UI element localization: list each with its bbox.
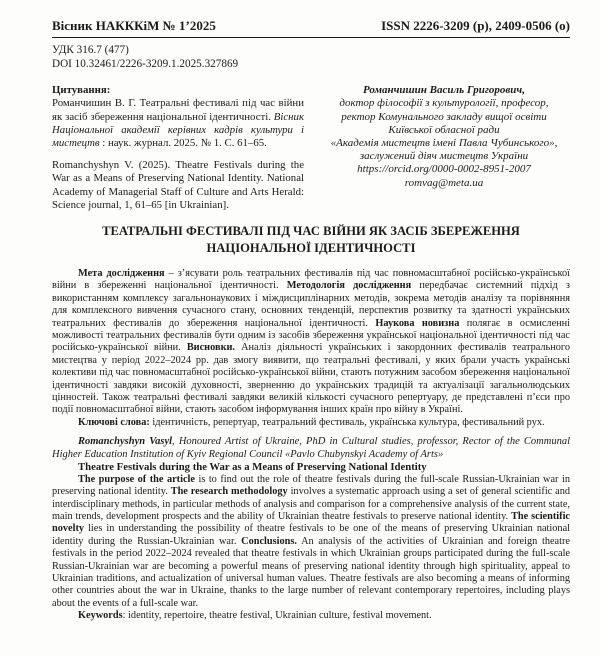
citation-english: Romanchyshyn V. (2025). Theatre Festivals during the War as a Means of Preserving National Identity. National Academy of Managerial Staff of Culture and Arts Herald: Science journal, 1, 61–65 [in Ukrainian]. bbox=[52, 159, 304, 211]
en-methodology-text: involves a systematic approach using a set of general scientific and interdisciplinary methods, in particular methods of analysis and comparison for a comprehensive analysis of the current state, main trends, development prospects and the ability of Ukrainian theatre festivals to preserve national identity. bbox=[52, 486, 571, 522]
en-keywords-label: Keywords bbox=[78, 610, 123, 622]
ua-purpose-text: – з’ясувати роль театральних фестивалів під час повномасштабної російсько-української війни в збереженні національної ідентичності. bbox=[52, 268, 570, 292]
en-purpose-heading: The purpose of the article bbox=[78, 473, 195, 485]
abstract-ukrainian bbox=[52, 268, 570, 417]
doi-code: DOI 10.32461/2226-3209.1.2025.327869 bbox=[52, 57, 239, 70]
journal-issn: ISSN 2226-3209 (p), 2409-0506 (o) bbox=[381, 18, 570, 33]
citation-column bbox=[52, 84, 304, 212]
ua-conclusions-heading: Висновки. bbox=[186, 342, 236, 354]
author-english bbox=[52, 436, 570, 461]
en-novelty-text: lies in understanding the possibility of theatre festivals to be one of the means of preserving Ukrainian national identity during the Russian-Ukrainian war. bbox=[52, 523, 570, 547]
ua-conclusions-text: Аналіз діяльності українських і закордонних фестивалів театрального мистецтва у період 2022–2024 рр. дав змогу виявити, що театральні фестивалі, у яких брали участь українські колективи під час повномасштабної російсько-української війни, стають потужним засобом збереження національної ідентичності завдяки високій духовності, зверненню до українських традицій та актуалізації загальнолюдських цінностей. Також театральні фестивалі завдяки великій кількості сучасного репертуару, де представлені п’єси про події повномасштабної війни, стають засобом інформування інших країн про війну в Україні. bbox=[52, 342, 570, 416]
author-name: Романчишин Василь Григорович, bbox=[363, 84, 525, 97]
citation-ukrainian bbox=[52, 97, 304, 150]
article-title-english: Theatre Festivals during the War as a Means of Preserving National Identity bbox=[78, 461, 427, 474]
citation-ua-text2: : наук. журнал. 2025. № 1. С. 61–65. bbox=[99, 137, 267, 149]
article-title-ukrainian: ТЕАТРАЛЬНІ ФЕСТИВАЛІ ПІД ЧАС ВІЙНИ ЯК ЗАСІБ ЗБЕРЕЖЕННЯ НАЦІОНАЛЬНОЇ ІДЕНТИЧНОСТІ bbox=[102, 224, 520, 256]
author-credentials-english: , Honoured Artist of Ukraine, PhD in Cultural studies, professor, Rector of the Communal Higher Education Institution of Kyiv Regional Council «Pavlo Chubynskyi Academy of Arts» bbox=[52, 436, 570, 460]
citation-ua-text1: Романчишин В. Г. Театральні фестивалі під час війни як засіб збереження національної ідентичності. bbox=[52, 97, 304, 123]
en-conclusions-text: An analysis of the activities of Ukrainian and foreign theatre festivals in the period 2022–2024 revealed that theatre festivals in which Ukrainian groups participated during the full-scale Russian-Ukrainian war are becoming a powerful means of preserving national identity through high spirituality, appeal to Ukrainian traditions, and actualization of universal human values. Theatre festivals are also becoming a means of informing other countries about the war in Ukraine, thanks to the large number of relevant contemporary repertoires, including plays about the events of a full-scale war. bbox=[52, 535, 570, 609]
ua-methodology-text: передбачає системний підхід з використанням комплексу загальнонаукових і міждисциплінарних методів, зокрема методів аналізу та порівняння для комплексного вивчення сучасного стану, основних тенденцій, перспектив розвитку та здатності українських театральних фестивалів до збереження національної ідентичності. bbox=[52, 280, 570, 329]
author-honour: заслужений діяч мистецтв України bbox=[359, 150, 529, 163]
author-column bbox=[304, 84, 570, 212]
ua-purpose-heading: Мета дослідження bbox=[78, 268, 165, 280]
keywords-ukrainian bbox=[52, 417, 570, 429]
ua-novelty-text: полягає в осмисленні можливості театральних фестивалів бути одним із засобів збереження української національної ідентичності під час російсько-української війни. bbox=[52, 317, 571, 354]
author-position: ректор Комунального закладу вищої освіти bbox=[341, 110, 547, 123]
author-academy: «Академія мистецтв імені Павла Чубинського», bbox=[330, 137, 558, 149]
author-orcid-link[interactable]: https://orcid.org/0000-0002-8951-2007 bbox=[357, 163, 531, 176]
citation-author-block bbox=[52, 84, 570, 212]
citation-ua-journal-italic: Вісник Національної академії керівних кадрів культури і мистецтв bbox=[52, 110, 304, 149]
en-novelty-heading: The scientific novelty bbox=[52, 510, 571, 535]
en-methodology-heading: The research methodology bbox=[170, 486, 288, 498]
ua-keywords-text: ідентичність, репертуар, театральний фестиваль, українська культура, фестивальний рух. bbox=[149, 416, 545, 428]
author-degree: доктор філософії з культурології, професор, bbox=[339, 97, 549, 110]
journal-header bbox=[52, 18, 570, 38]
ua-methodology-heading: Методологія дослідження bbox=[286, 280, 412, 292]
journal-title: Вісник НАКККіМ № 1’2025 bbox=[52, 18, 216, 33]
en-purpose-text: is to find out the role of theatre festivals during the full-scale Russian-Ukrainian war in preserving national identity. bbox=[52, 473, 570, 498]
ua-keywords-label: Ключові слова: bbox=[78, 416, 150, 428]
author-email-link[interactable]: romvag@meta.ua bbox=[404, 176, 484, 189]
en-keywords-text: : identity, repertoire, theatre festival, Ukrainian culture, festival movement. bbox=[122, 610, 432, 622]
ua-novelty-heading: Наукова новизна bbox=[375, 317, 460, 329]
author-name-english: Romanchyshyn Vasyl bbox=[78, 436, 173, 448]
udc-code: УДК 316.7 (477) bbox=[52, 44, 129, 56]
keywords-english bbox=[52, 610, 570, 622]
en-conclusions-heading: Conclusions. bbox=[241, 535, 297, 547]
author-council: Київської обласної ради bbox=[388, 123, 500, 136]
abstract-english bbox=[52, 474, 570, 610]
article-meta bbox=[52, 44, 570, 71]
citation-label: Цитування: bbox=[52, 84, 111, 97]
